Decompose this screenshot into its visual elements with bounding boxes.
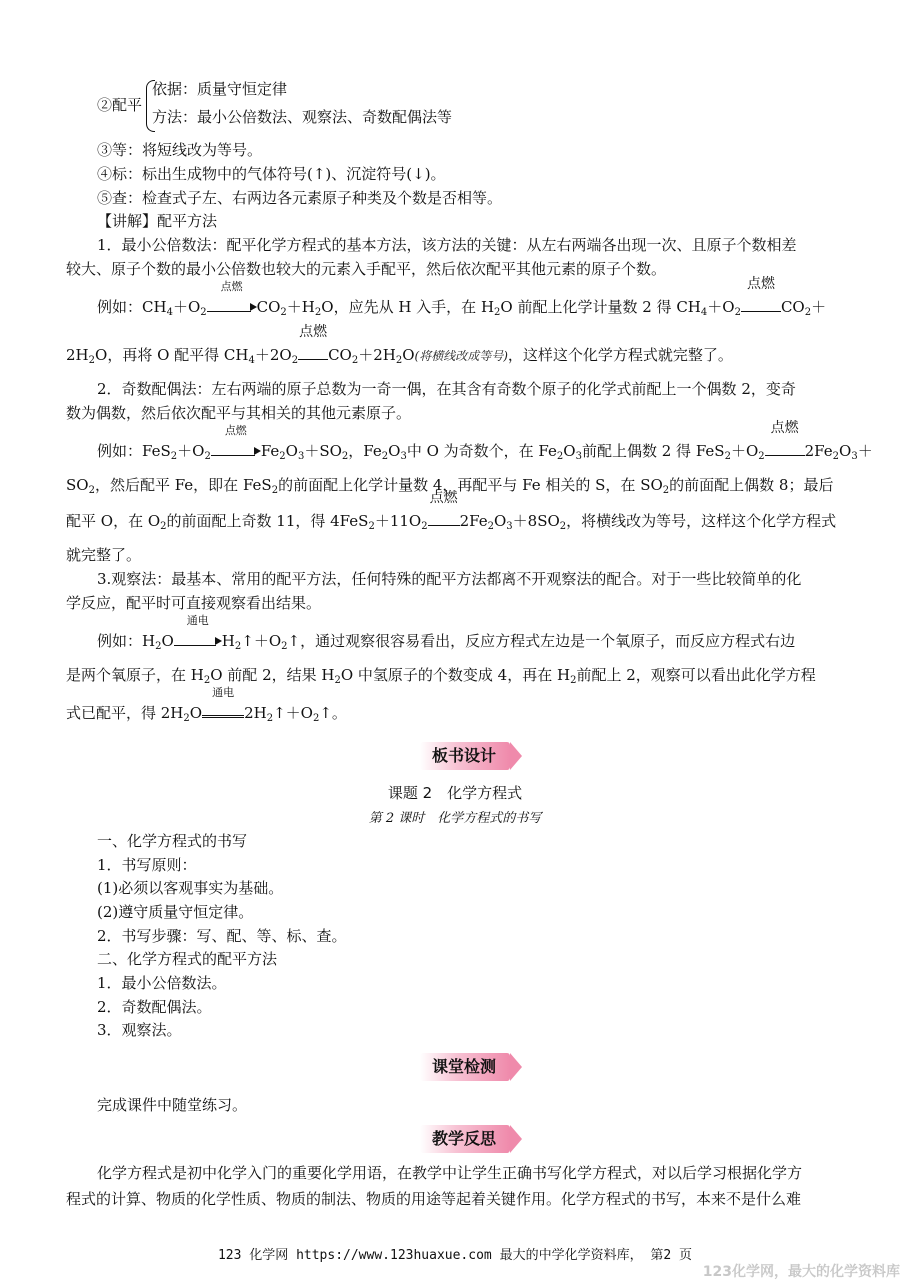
method2-example-line2: $SO_2$，然后配平 Fe，即在 FeS$_2$的前面配上化学计量数 4，再配平与 Fe 相关的 S，在 $SO_2$的前面配上偶数 8；最后 — [66, 476, 834, 496]
fansi-banner: 教学反思 — [420, 1125, 510, 1153]
step-cha: ⑤查：检查式子左、右两边各元素原子种类及个数是否相等。 — [97, 189, 503, 207]
peiping-fangfa: 方法：最小公倍数法、观察法、奇数配偶法等 — [152, 108, 453, 126]
step-deng: ③等：将短线改为等号。 — [97, 141, 263, 159]
method3-example-line3: 式已配平，得 $2H_2O$ 通电 $2H_2↑+O_2↑$。 — [66, 686, 347, 724]
banshu-item: 1．最小公倍数法。 — [97, 974, 227, 992]
method1-example-line1: 例如：$CH_4+O_2$ 点燃 $CO_2+H_2O$，应先从 H 入手，在 $H_2O$ 前配上化学计量数 2 得 $CH_4+O_2$ 点燃 $CO_2+$ — [97, 276, 827, 318]
banshu-item: (1)必须以客观事实为基础。 — [97, 879, 284, 897]
banshu-item: (2)遵守质量守恒定律。 — [97, 903, 254, 921]
fansi-line1: 化学方程式是初中化学入门的重要化学用语，在教学中让学生正确书写化学方程式，对以后学习根据化学方 — [97, 1164, 803, 1182]
method1-line2: 较大、原子个数的最小公倍数也较大的元素入手配平，然后依次配平其他元素的原子个数。 — [66, 260, 667, 278]
banshu-subtitle: 第 2 课时 化学方程式的书写 — [368, 811, 542, 826]
method3-example-line1: 例如：$H_2O$ 通电 $H_2↑+O_2↑$，通过观察很容易看出，反应方程式左边是一个氧原子，而反应方程式右边 — [97, 614, 796, 652]
method2-example-line1: 例如：$FeS_2+O_2$ 点燃 $Fe_2O_3+SO_2$，$Fe_2O_3$中 O 为奇数个，在 $Fe_2O_3$前配上偶数 2 得 $FeS_2+O_2$ 点燃 $2Fe_2O_3+$ — [97, 420, 873, 462]
method2-example-line3: 配平 O，在 $O_2$的前面配上奇数 11，得 $4FeS_2+11O_2$ 点燃 $2Fe_2O_3+8SO_2$，将横线改为等号，这样这个化学方程式 — [66, 490, 837, 532]
peiping-yiju: 依据：质量守恒定律 — [152, 80, 288, 98]
method3-example-line2: 是两个氧原子，在 $H_2O$ 前配 2，结果 $H_2O$ 中氢原子的个数变成 4，再在 $H_2$前配上 2，观察可以看出此化学方程 — [66, 666, 816, 686]
banshu-item: 一、化学方程式的书写 — [97, 832, 248, 850]
method3-line1: 3.观察法：最基本、常用的配平方法，任何特殊的配平方法都离不开观察法的配合。对于一些比较简单的化 — [97, 570, 802, 588]
banshu-title: 课题 2 化学方程式 — [387, 784, 523, 802]
method3-line2: 学反应，配平时可直接观察看出结果。 — [66, 594, 322, 612]
method2-line1: 2．奇数配偶法：左右两端的原子总数为一奇一偶，在其含有奇数个原子的化学式前配上一个偶数 2，变奇 — [97, 380, 796, 398]
method2-example-line4: 就完整了。 — [66, 546, 142, 564]
jiance-banner: 课堂检测 — [420, 1053, 510, 1081]
method1-example-line2: $2H_2O$，再将 O 配平得 $CH_4+2O_2$ 点燃 $CO_2+2H_2O$(将横线改成等号)，这样这个化学方程式就完整了。 — [66, 324, 733, 366]
arrow-icon — [215, 637, 222, 645]
banshu-item: 3．观察法。 — [97, 1021, 182, 1039]
banshu-item: 2．奇数配偶法。 — [97, 998, 212, 1016]
banshu-item: 1．书写原则： — [97, 856, 197, 874]
watermark: 123化学网，最大的化学资料库 — [702, 1264, 900, 1280]
jiance-text: 完成课件中随堂练习。 — [97, 1096, 248, 1114]
step-biao: ④标：标出生成物中的气体符号(↑)、沉淀符号(↓)。 — [97, 165, 446, 183]
banshu-banner: 板书设计 — [420, 742, 510, 770]
banshu-item: 2．书写步骤：写、配、等、标、查。 — [97, 927, 347, 945]
arrow-icon — [254, 447, 261, 455]
method2-line2: 数为偶数，然后依次配平与其相关的其他元素原子。 — [66, 404, 412, 422]
page-footer: 123 化学网 https://www.123huaxue.com 最大的中学化学资料库， 第2 页 — [217, 1248, 693, 1263]
fansi-line2: 程式的计算、物质的化学性质、物质的制法、物质的用途等起着关键作用。化学方程式的书写，本来不是什么难 — [66, 1190, 802, 1208]
banshu-item: 二、化学方程式的配平方法 — [97, 950, 278, 968]
method1-line1: 1．最小公倍数法：配平化学方程式的基本方法，该方法的关键：从左右两端各出现一次、且原子个数相差 — [97, 236, 797, 254]
arrow-icon — [250, 303, 257, 311]
condition-dianran: 点燃 — [220, 280, 243, 293]
jiangjie-title: 【讲解】配平方法 — [97, 212, 218, 230]
peiping-label: ②配平 — [97, 96, 143, 114]
